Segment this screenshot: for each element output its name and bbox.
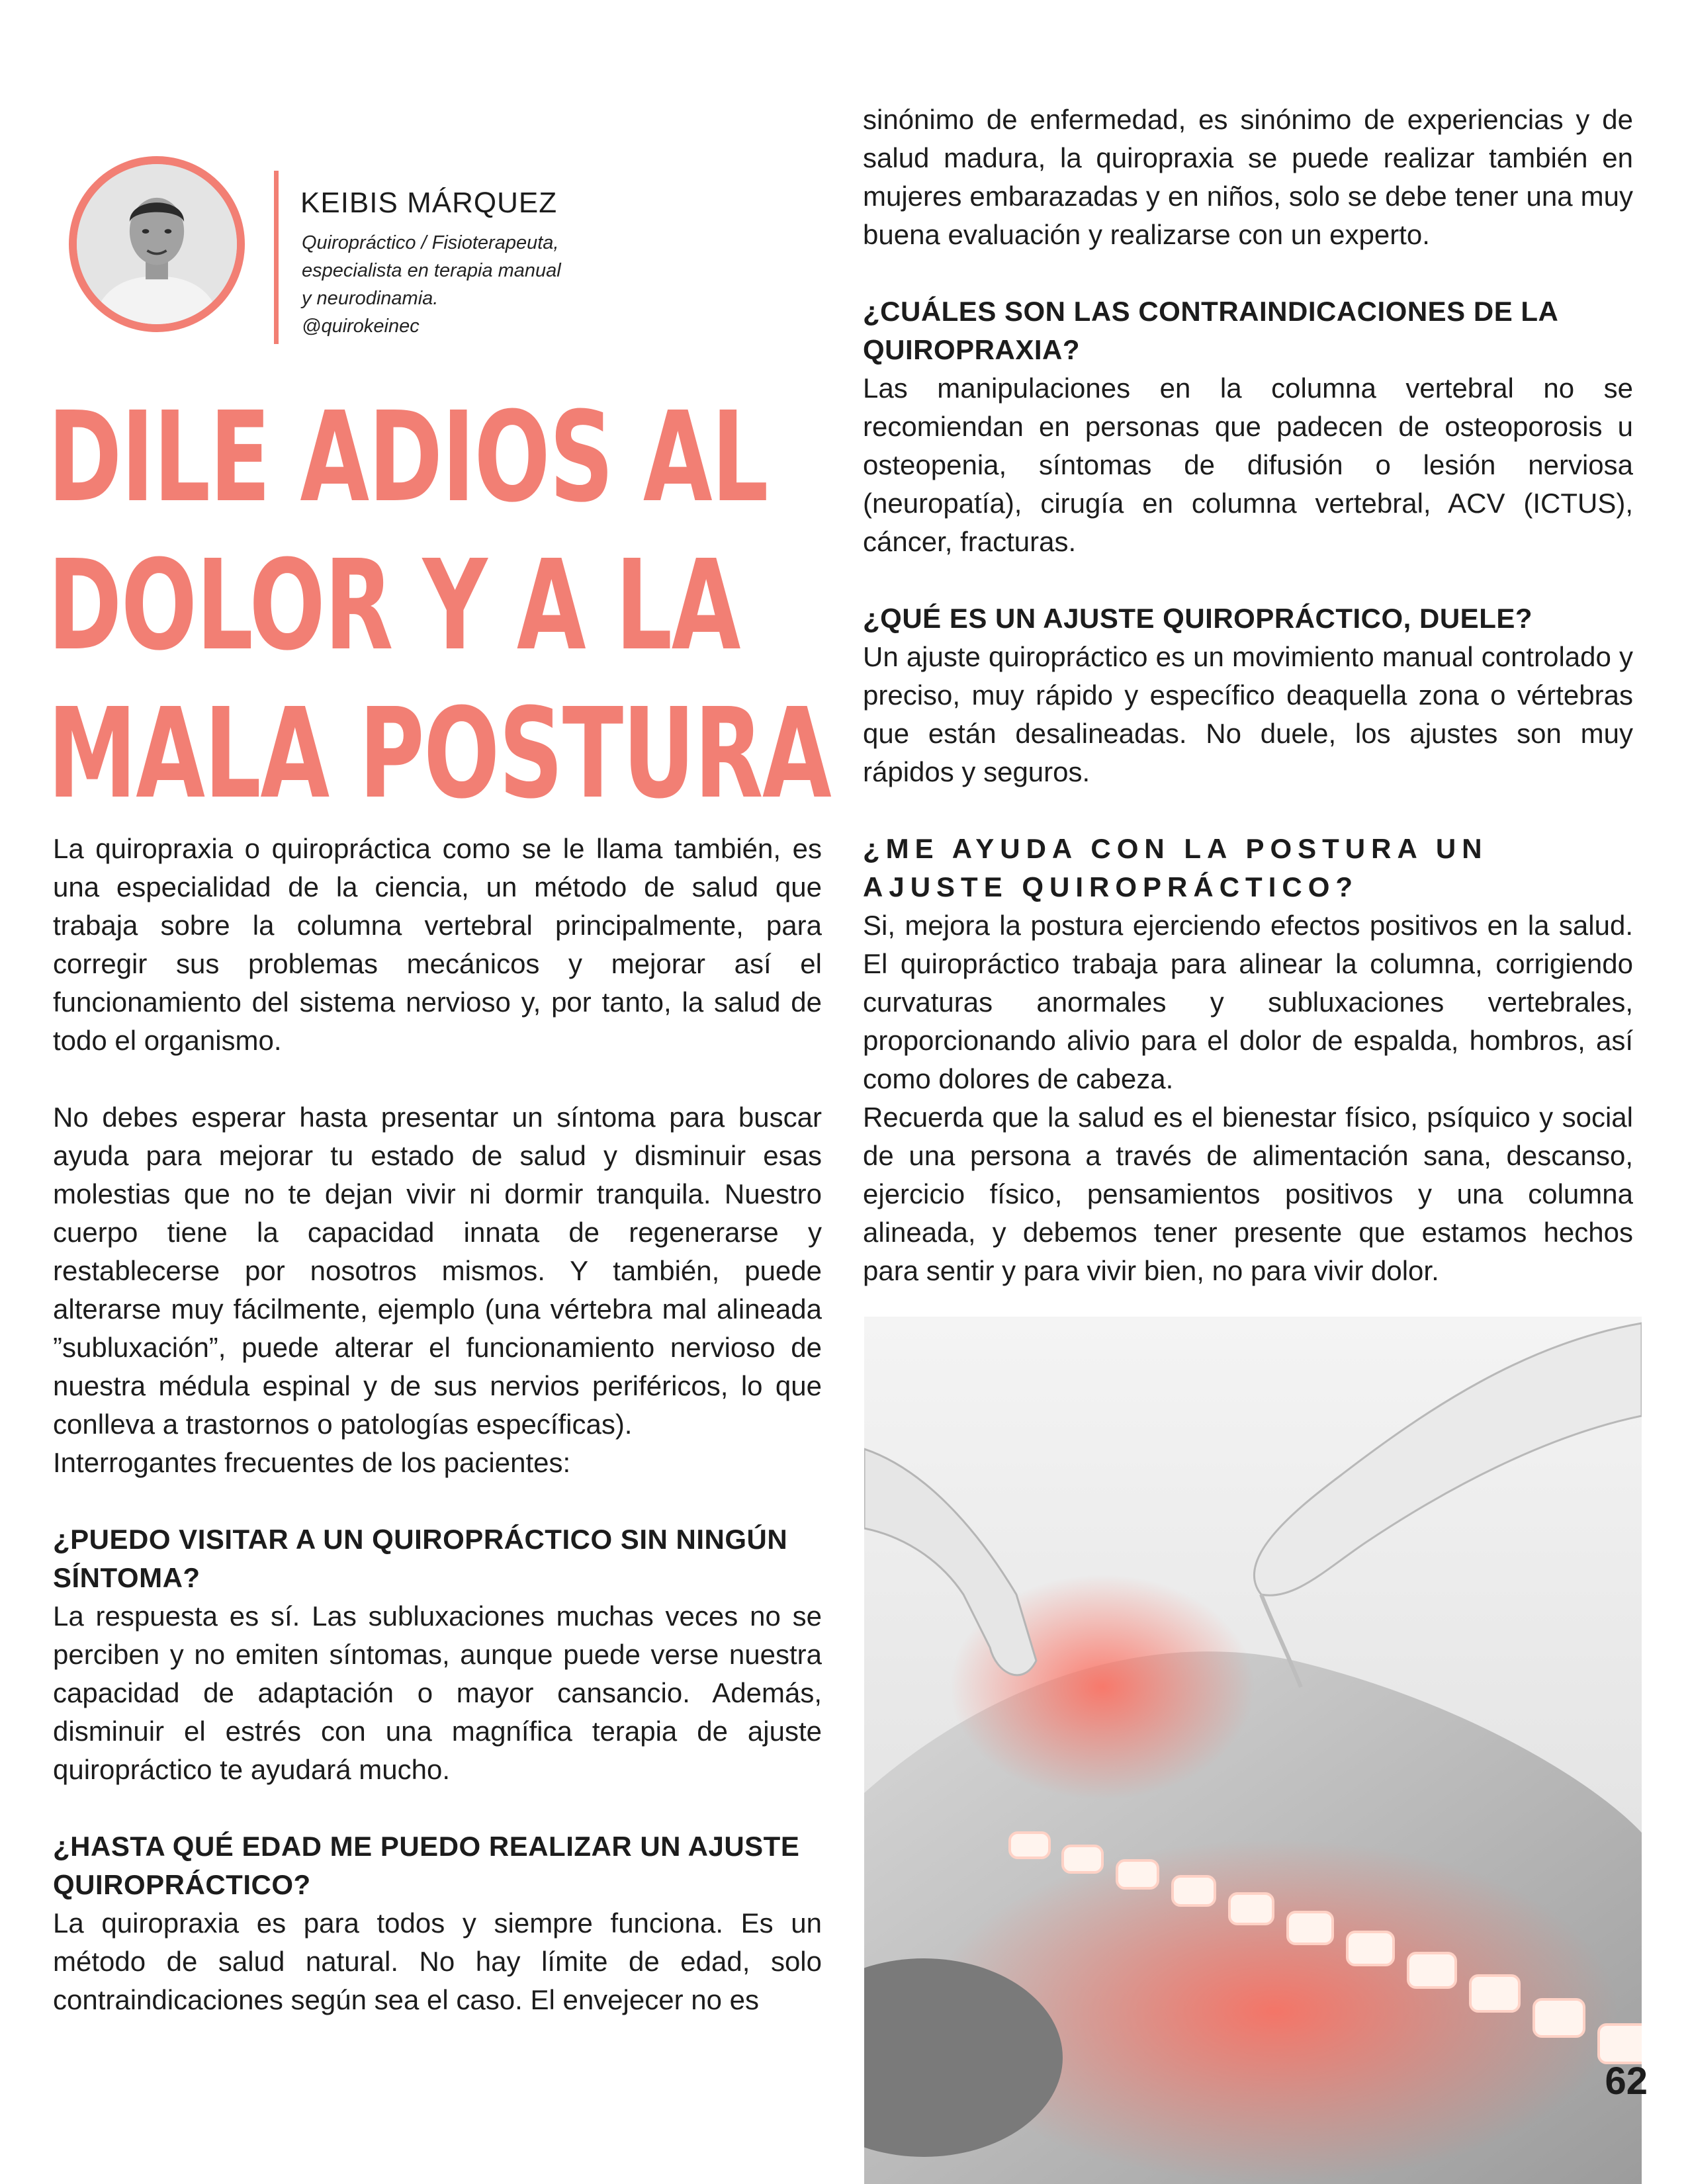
question-heading-5: ¿ME AYUDA CON LA POSTURA UN AJUSTE QUIROPRÁCTICO? — [863, 833, 1488, 902]
author-name: KEIBIS MÁRQUEZ — [300, 187, 558, 219]
author-role: Quiropráctico / Fisioterapeuta, especialista en terapia manual y neurodinamia. @quirokeinec — [302, 232, 561, 337]
page-number: 62 — [1605, 2060, 1648, 2103]
answer-paragraph-2: La quiropraxia es para todos y siempre funciona. Es un método de salud natural. No hay límite de edad, solo contraindicaciones según sea el caso. El envejecer no es — [53, 1907, 822, 2015]
question-heading-2: ¿HASTA QUÉ EDAD ME PUEDO REALIZAR UN AJUSTE QUIROPRÁCTICO? — [53, 1831, 800, 1900]
answer-paragraph-3: Las manipulaciones en la columna vertebral no se recomiendan en personas que padecen de osteoporosis u osteopenia, síntomas de difusión o lesión nerviosa (neuropatía), cirugía en columna vertebral, ACV (ICTUS), cáncer, fracturas. — [863, 372, 1633, 557]
right-column — [863, 101, 1633, 1290]
question-heading-3: ¿CUÁLES SON LAS CONTRAINDICACIONES DE LA QUIROPRAXIA? — [863, 296, 1558, 365]
answer-paragraph-1: La respuesta es sí. Las subluxaciones muchas veces no se perciben y no emiten síntomas, aunque puede verse nuestra capacidad de adaptación o mayor cansancio. Además, disminuir el estrés con una magnífica terapia de ajuste quiropráctico te ayudará mucho. — [53, 1600, 822, 1785]
question-heading-1: ¿PUEDO VISITAR A UN QUIROPRÁCTICO SIN NINGÚN SÍNTOMA? — [53, 1524, 788, 1593]
question-heading-4: ¿QUÉ ES UN AJUSTE QUIROPRÁCTICO, DUELE? — [863, 603, 1533, 634]
intro-paragraph-2: No debes esperar hasta presentar un síntoma para buscar ayuda para mejorar tu estado de salud y disminuir esas molestias que no te dejan vivir ni dormir tranquila. Nuestro cuerpo tiene la capacidad innata de regenerarse y restablecerse por nosotros mismos. Y también, puede alterarse muy fácilmente, ejemplo (una vértebra mal alineada ”subluxación”, puede alterar el funcionamiento nervioso de nuestra médula espinal y de sus nervios periféricos, lo que conlleva a trastornos o patologías específicas). — [53, 1102, 822, 1440]
answer-paragraph-4: Un ajuste quiropráctico es un movimiento manual controlado y preciso, muy rápido y específico deaquella zona o vértebras que están desalineadas. No duele, los ajustes son muy rápidos y seguros. — [863, 641, 1633, 787]
spine-massage-photo — [864, 1317, 1642, 2184]
author-divider — [274, 171, 279, 344]
answer-paragraph-2-continued: sinónimo de enfermedad, es sinónimo de experiencias y de salud madura, la quiropraxia se puede realizar también en mujeres embarazadas y en niños, solo se debe tener una muy buena evaluación y realizarse con un experto. — [863, 104, 1633, 250]
left-column — [53, 830, 822, 2019]
author-avatar — [69, 156, 245, 332]
intro-paragraph-3: Interrogantes frecuentes de los pacientes: — [53, 1447, 571, 1478]
article-headline: DILE ADIOS AL DOLOR Y A LA MALA POSTURA — [48, 385, 831, 826]
closing-paragraph: Recuerda que la salud es el bienestar físico, psíquico y social de una persona a través de alimentación sana, descanso, ejercicio físico, pensamientos positivos y una columna alineada, y debemos tener presente que estamos hechos para sentir y para vivir bien, no para vivir dolor. — [863, 1102, 1633, 1286]
intro-paragraph-1: La quiropraxia o quiropráctica como se le llama también, es una especialidad de la ciencia, un método de salud que trabaja sobre la columna vertebral principalmente, para corregir sus problemas mecánicos y mejorar así el funcionamiento del sistema nervioso y, por tanto, la salud de todo el organismo. — [53, 833, 822, 1056]
answer-paragraph-5: Si, mejora la postura ejerciendo efectos positivos en la salud. El quiropráctico trabaja para alinear la columna, corrigiendo curvaturas anormales y subluxaciones vertebrales, proporcionando alivio para el dolor de espalda, hombros, así como dolores de cabeza. — [863, 910, 1633, 1094]
